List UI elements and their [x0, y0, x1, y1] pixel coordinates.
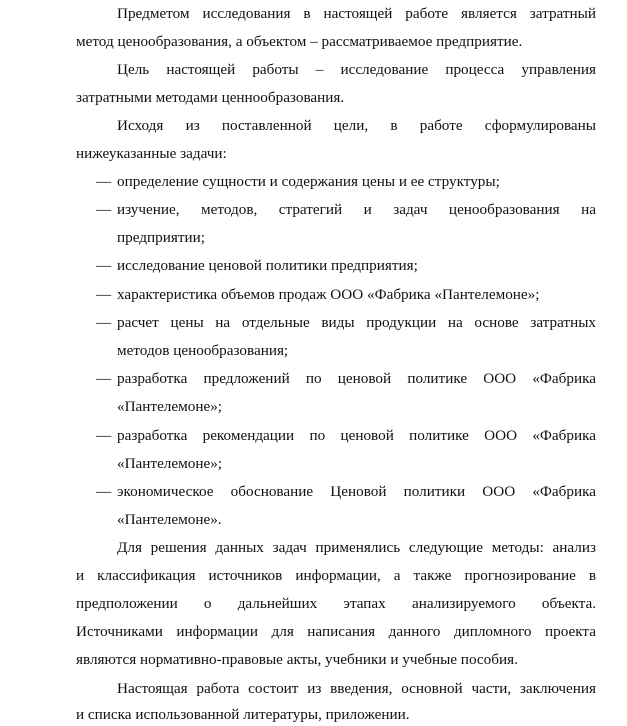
task-7-text-line-1: разработка рекомендации по ценовой политике ООО «Фабрика: [117, 427, 596, 444]
task-6-dash: —: [96, 370, 112, 387]
task-6-text-line-1: разработка предложений по ценовой политике ООО «Фабрика: [117, 370, 596, 387]
paragraph-5-line-1: Настоящая работа состоит из введения, основной части, заключения: [117, 680, 596, 697]
paragraph-3-line-2: нижеуказанные задачи:: [76, 145, 227, 162]
paragraph-4-line-2: и классификация источников информации, а также прогнозирование в: [76, 567, 596, 584]
task-2-text-line-2: предприятии;: [117, 229, 205, 246]
task-4-dash: —: [96, 286, 112, 303]
task-6-text-line-2: «Пантелемоне»;: [117, 398, 223, 415]
paragraph-1-line-2: метод ценообразования, а объектом – рассматриваемое предприятие.: [76, 33, 523, 50]
task-5-text-line-1: расчет цены на отдельные виды продукции на основе затратных: [117, 314, 596, 331]
task-7-dash: —: [96, 427, 112, 444]
task-1-text: определение сущности и содержания цены и ее структуры;: [117, 173, 500, 190]
task-4-text: характеристика объемов продаж ООО «Фабрика «Пантелемоне»;: [117, 286, 540, 303]
paragraph-4-line-4: Источниками информации для написания данного дипломного проекта: [76, 623, 596, 640]
paragraph-1-line-1: Предметом исследования в настоящей работе является затратный: [117, 5, 596, 22]
paragraph-4-line-5: являются нормативно-правовые акты, учебники и учебные пособия.: [76, 651, 518, 668]
task-8-text-line-2: «Пантелемоне».: [117, 511, 222, 528]
task-3-dash: —: [96, 257, 112, 274]
paragraph-4-line-3: предположении о дальнейших этапах анализируемого объекта.: [76, 595, 596, 612]
paragraph-2-line-2: затратными методами ценнообразования.: [76, 89, 345, 106]
task-8-text-line-1: экономическое обоснование Ценовой политики ООО «Фабрика: [117, 483, 596, 500]
task-5-text-line-2: методов ценообразования;: [117, 342, 289, 359]
task-3-text: исследование ценовой политики предприятия;: [117, 257, 418, 274]
task-5-dash: —: [96, 314, 112, 331]
paragraph-4-line-1: Для решения данных задач применялись следующие методы: анализ: [117, 539, 596, 556]
paragraph-3-line-1: Исходя из поставленной цели, в работе сформулированы: [117, 117, 596, 134]
paragraph-5-line-2: и списка использованной литературы, приложении.: [76, 706, 410, 723]
paragraph-2-line-1: Цель настоящей работы – исследование процесса управления: [117, 61, 596, 78]
task-2-text-line-1: изучение, методов, стратегий и задач ценообразования на: [117, 201, 596, 218]
task-1-dash: —: [96, 173, 112, 190]
task-7-text-line-2: «Пантелемоне»;: [117, 455, 223, 472]
task-2-dash: —: [96, 201, 112, 218]
task-8-dash: —: [96, 483, 112, 500]
